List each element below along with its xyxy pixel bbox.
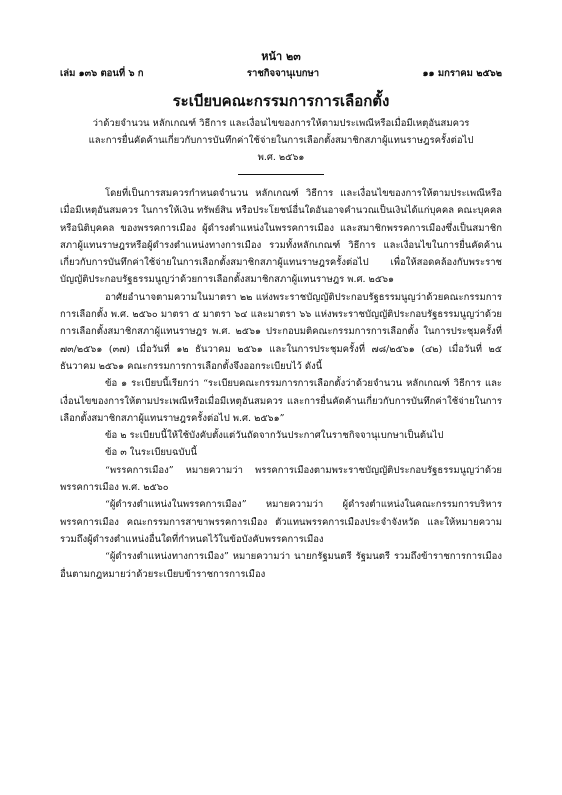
title-divider xyxy=(238,174,324,175)
gazette-header xyxy=(60,67,502,81)
clause-3: ข้อ ๓ ในระเบียบฉบับนี้ xyxy=(105,447,197,459)
subtitle-line: พ.ศ. ๒๕๖๑ xyxy=(257,152,305,163)
definition-party-officer: “ผู้ดำรงตำแหน่งในพรรคการเมือง” หมายความว่า ผู้ดำรงตำแหน่งในคณะกรรมการบริหารพรรคการเมือง คณะกรรมการสาขาพรรคการเมือง ตัวแทนพรรคการเมืองประจำจังหวัด และให้หมายความรวมถึงผู้ดำรงตำแหน่งอื่นใดที่กำหนดไว้ในข้อบังคับพรรคการเมือง xyxy=(60,499,502,545)
definition-political-party: “พรรคการเมือง” หมายความว่า พรรคการเมืองตามพระราชบัญญัติประกอบรัฐธรรมนูญว่าด้วยพรรคการเมือง พ.ศ. ๒๕๖๐ xyxy=(60,464,502,494)
clause-1: ข้อ ๑ ระเบียบนี้เรียกว่า “ระเบียบคณะกรรมการการเลือกตั้งว่าด้วยจำนวน หลักเกณฑ์ วิธีการ และเงื่อนไขของการให้ตามประเพณีหรือเมื่อมีเหตุอันสมควร และการยื่นคัดค้านเกี่ยวกับการบันทึกค่าใช้จ่ายในการเลือกตั้งสมาชิกสภาผู้แทนราษฎรครั้งต่อไป พ.ศ. ๒๕๖๑” xyxy=(60,378,502,424)
authority-paragraph: อาศัยอำนาจตามความในมาตรา ๒๒ แห่งพระราชบัญญัติประกอบรัฐธรรมนูญว่าด้วยคณะกรรมการการเลือกตั้ง พ.ศ. ๒๕๖๐ มาตรา ๕ มาตรา ๖๔ และมาตรา ๖๖ แห่งพระราชบัญญัติประกอบรัฐธรรมนูญว่าด้วยการเลือกตั้งสมาชิกสภาผู้แทนราษฎร พ.ศ. ๒๕๖๑ ประกอบมติคณะกรรมการการเลือกตั้ง ในการประชุมครั้งที่ ๗๓/๒๕๖๑ (๓๗) เมื่อวันที่ ๑๒ ธันวาคม ๒๕๖๑ และในการประชุมครั้งที่ ๗๘/๒๕๖๑ (๔๒) เมื่อวันที่ ๒๕ ธันวาคม ๒๕๖๑ คณะกรรมการการเลือกตั้งจึงออกระเบียบไว้ ดังนี้ xyxy=(60,291,502,372)
issue-date: ๑๑ มกราคม ๒๕๖๒ xyxy=(422,68,502,79)
clause-2: ข้อ ๒ ระเบียบนี้ให้ใช้บังคับตั้งแต่วันถัดจากวันประกาศในราชกิจจานุเบกษาเป็นต้นไป xyxy=(105,430,444,442)
document-title: ระเบียบคณะกรรมการการเลือกตั้ง xyxy=(172,92,390,110)
page-number: หน้า ๒๓ xyxy=(261,50,301,63)
preamble-paragraph: โดยที่เป็นการสมควรกำหนดจำนวน หลักเกณฑ์ วิธีการ และเงื่อนไขของการให้ตามประเพณีหรือเมื่อมีเหตุอันสมควร ในการให้เงิน ทรัพย์สิน หรือประโยชน์อื่นใดอันอาจคำนวณเป็นเงินได้แก่บุคคล คณะบุคคล หรือนิติบุคคล ของพรรคการเมือง ผู้ดำรงตำแหน่งในพรรคการเมือง และสมาชิกพรรคการเมืองซึ่งเป็นสมาชิกสภาผู้แทนราษฎรหรือผู้ดำรงตำแหน่งทางการเมือง รวมทั้งหลักเกณฑ์ วิธีการ และเงื่อนไขในการยื่นคัดค้านเกี่ยวกับการบันทึกค่าใช้จ่ายในการเลือกตั้งสมาชิกสภาผู้แทนราษฎรครั้งต่อไป เพื่อให้สอดคล้องกับพระราชบัญญัติประกอบรัฐธรรมนูญว่าด้วยการเลือกตั้งสมาชิกสภาผู้แทนราษฎร พ.ศ. ๒๕๖๑ xyxy=(60,188,502,286)
gazette-name: ราชกิจจานุเบกษา xyxy=(246,68,320,79)
definition-political-officer: “ผู้ดำรงตำแหน่งทางการเมือง” หมายความว่า นายกรัฐมนตรี รัฐมนตรี รวมถึงข้าราชการการเมืองอื่นตามกฎหมายว่าด้วยระเบียบข้าราชการการเมือง xyxy=(60,551,502,580)
subtitle-line: และการยื่นคัดค้านเกี่ยวกับการบันทึกค่าใช้จ่ายในการเลือกตั้งสมาชิกสภาผู้แทนราษฎรครั้งต่อไป xyxy=(88,135,474,146)
document-body xyxy=(60,185,502,583)
document-subtitle xyxy=(60,115,502,166)
subtitle-line: ว่าด้วยจำนวน หลักเกณฑ์ วิธีการ และเงื่อนไขของการให้ตามประเพณีหรือเมื่อมีเหตุอันสมควร xyxy=(92,118,470,129)
volume-issue: เล่ม ๑๓๖ ตอนที่ ๖ ก xyxy=(60,68,144,79)
